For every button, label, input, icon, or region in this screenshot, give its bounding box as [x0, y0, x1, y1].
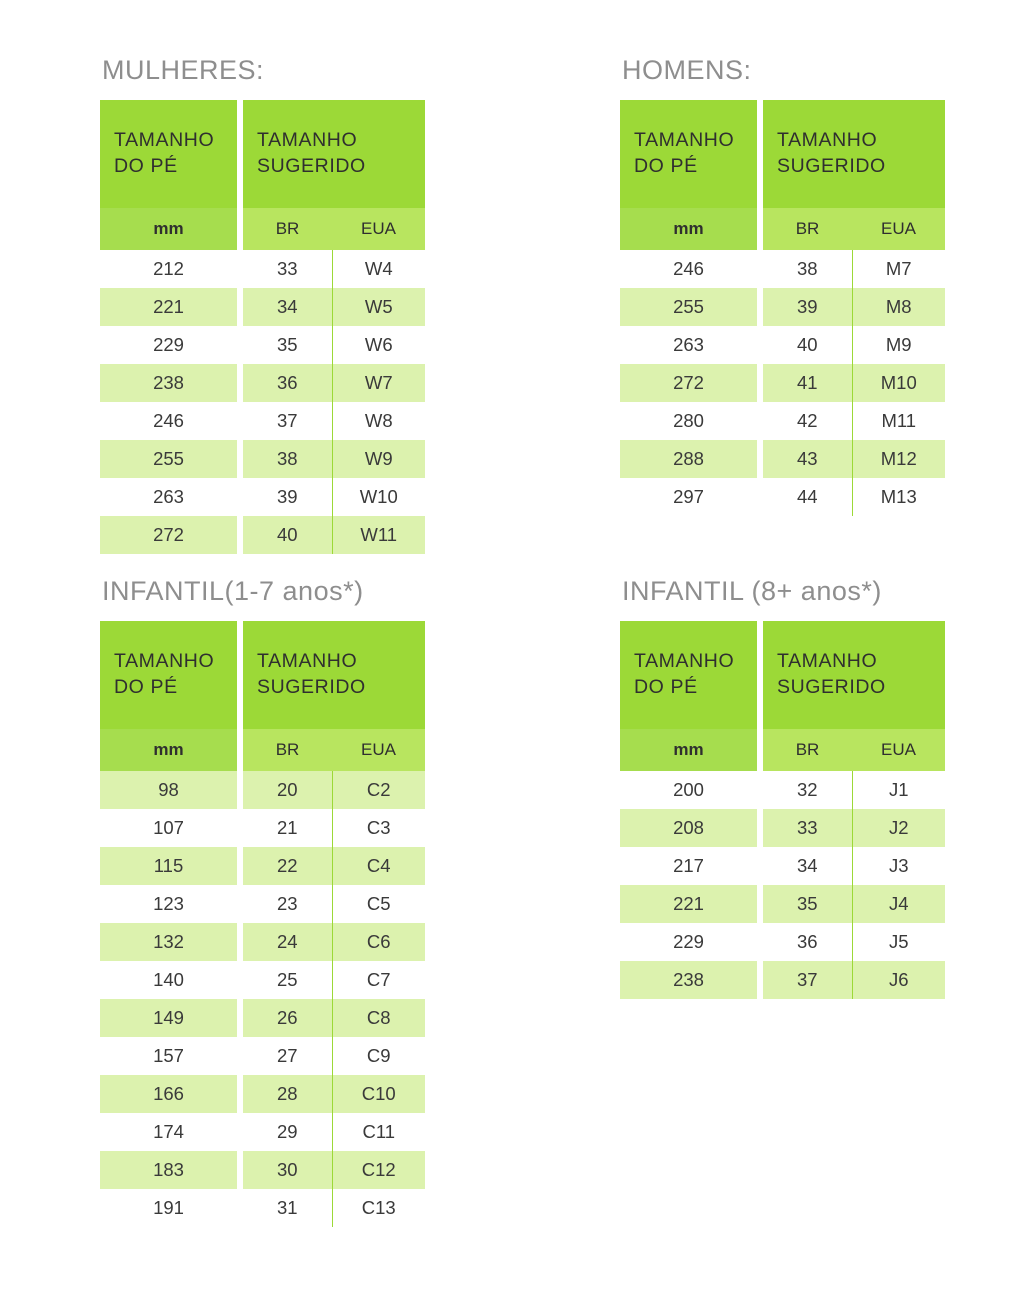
table-row [620, 961, 945, 999]
header-mm: mm [100, 729, 240, 771]
table-row [100, 402, 425, 440]
header-suggested-size: TAMANHO SUGERIDO [240, 621, 425, 729]
cell-mm: 238 [100, 364, 240, 402]
cell-mm: 115 [100, 847, 240, 885]
cell-br: 32 [760, 771, 852, 809]
cell-br: 37 [240, 402, 332, 440]
cell-br: 28 [240, 1075, 332, 1113]
cell-br: 34 [760, 847, 852, 885]
cell-mm: 157 [100, 1037, 240, 1075]
cell-br: 40 [760, 326, 852, 364]
cell-eua: W4 [332, 250, 425, 288]
table-row [620, 809, 945, 847]
table-header-sub [620, 208, 945, 250]
cell-br: 34 [240, 288, 332, 326]
cell-eua: C7 [332, 961, 425, 999]
cell-mm: 255 [620, 288, 760, 326]
cell-mm: 263 [620, 326, 760, 364]
cell-eua: M8 [852, 288, 945, 326]
cell-eua: W6 [332, 326, 425, 364]
table-row [620, 288, 945, 326]
cell-eua: C9 [332, 1037, 425, 1075]
cell-mm: 132 [100, 923, 240, 961]
cell-br: 30 [240, 1151, 332, 1189]
table-body-mulheres [100, 250, 425, 554]
cell-eua: M7 [852, 250, 945, 288]
header-suggested-size: TAMANHO SUGERIDO [240, 100, 425, 208]
cell-mm: 288 [620, 440, 760, 478]
table-header-main [620, 100, 945, 208]
cell-eua: M13 [852, 478, 945, 516]
cell-br: 23 [240, 885, 332, 923]
block-title-mulheres: MULHERES: [102, 55, 265, 85]
cell-mm: 191 [100, 1189, 240, 1227]
cell-eua: C8 [332, 999, 425, 1037]
header-eua: EUA [852, 208, 945, 250]
table-row [100, 923, 425, 961]
header-foot-size: TAMANHO DO PÉ [620, 621, 760, 729]
cell-eua: C13 [332, 1189, 425, 1227]
header-mm: mm [620, 208, 760, 250]
header-br: BR [240, 208, 332, 250]
cell-br: 25 [240, 961, 332, 999]
cell-eua: J1 [852, 771, 945, 809]
cell-mm: 140 [100, 961, 240, 999]
cell-mm: 246 [100, 402, 240, 440]
header-suggested-size: TAMANHO SUGERIDO [760, 100, 945, 208]
size-table-block-homens [620, 55, 967, 554]
table-row [100, 1189, 425, 1227]
table-row [100, 809, 425, 847]
table-row [100, 961, 425, 999]
table-row [100, 771, 425, 809]
cell-eua: J5 [852, 923, 945, 961]
cell-eua: C3 [332, 809, 425, 847]
cell-mm: 272 [100, 516, 240, 554]
table-header-main [620, 621, 945, 729]
header-mm: mm [620, 729, 760, 771]
cell-eua: J4 [852, 885, 945, 923]
cell-eua: J6 [852, 961, 945, 999]
table-body-infantil-8-mais [620, 771, 945, 999]
size-tables-grid [100, 55, 967, 1227]
header-eua: EUA [852, 729, 945, 771]
cell-eua: C10 [332, 1075, 425, 1113]
cell-br: 35 [760, 885, 852, 923]
cell-mm: 183 [100, 1151, 240, 1189]
cell-mm: 246 [620, 250, 760, 288]
cell-br: 42 [760, 402, 852, 440]
cell-br: 44 [760, 478, 852, 516]
table-row [100, 1075, 425, 1113]
header-br: BR [760, 729, 852, 771]
table-row [620, 885, 945, 923]
cell-mm: 212 [100, 250, 240, 288]
cell-eua: C6 [332, 923, 425, 961]
cell-br: 31 [240, 1189, 332, 1227]
table-row [620, 923, 945, 961]
cell-mm: 255 [100, 440, 240, 478]
cell-br: 33 [240, 250, 332, 288]
cell-br: 39 [240, 478, 332, 516]
cell-eua: J3 [852, 847, 945, 885]
table-row [100, 1037, 425, 1075]
cell-br: 33 [760, 809, 852, 847]
table-row [100, 326, 425, 364]
cell-mm: 297 [620, 478, 760, 516]
cell-eua: C5 [332, 885, 425, 923]
size-table-block-mulheres [100, 55, 620, 554]
size-table-mulheres [100, 100, 425, 554]
header-mm: mm [100, 208, 240, 250]
cell-eua: C12 [332, 1151, 425, 1189]
table-row [100, 440, 425, 478]
table-header-main [100, 621, 425, 729]
cell-mm: 221 [100, 288, 240, 326]
cell-br: 39 [760, 288, 852, 326]
cell-mm: 229 [620, 923, 760, 961]
table-row [620, 402, 945, 440]
cell-br: 35 [240, 326, 332, 364]
cell-mm: 229 [100, 326, 240, 364]
cell-mm: 221 [620, 885, 760, 923]
cell-mm: 123 [100, 885, 240, 923]
cell-br: 37 [760, 961, 852, 999]
header-eua: EUA [332, 729, 425, 771]
header-br: BR [240, 729, 332, 771]
table-row [620, 478, 945, 516]
table-row [100, 999, 425, 1037]
cell-eua: W8 [332, 402, 425, 440]
size-table-block-infantil-1-7 [100, 576, 620, 1227]
cell-eua: M9 [852, 326, 945, 364]
cell-mm: 280 [620, 402, 760, 440]
cell-mm: 200 [620, 771, 760, 809]
cell-br: 38 [240, 440, 332, 478]
size-table-homens [620, 100, 945, 516]
cell-mm: 238 [620, 961, 760, 999]
cell-br: 43 [760, 440, 852, 478]
block-title-infantil-8-mais: INFANTIL (8+ anos*) [622, 576, 882, 606]
size-table-infantil-1-7 [100, 621, 425, 1227]
size-table-infantil-8-mais [620, 621, 945, 999]
header-suggested-size: TAMANHO SUGERIDO [760, 621, 945, 729]
cell-mm: 98 [100, 771, 240, 809]
table-header-main [100, 100, 425, 208]
table-row [620, 364, 945, 402]
block-title-homens: HOMENS: [622, 55, 752, 85]
cell-eua: M11 [852, 402, 945, 440]
table-row [100, 364, 425, 402]
cell-br: 36 [760, 923, 852, 961]
size-table-block-infantil-8-mais [620, 576, 967, 1227]
cell-mm: 174 [100, 1113, 240, 1151]
table-row [620, 326, 945, 364]
cell-br: 41 [760, 364, 852, 402]
cell-eua: C2 [332, 771, 425, 809]
cell-mm: 166 [100, 1075, 240, 1113]
cell-br: 38 [760, 250, 852, 288]
cell-eua: C11 [332, 1113, 425, 1151]
table-row [620, 250, 945, 288]
cell-br: 22 [240, 847, 332, 885]
cell-eua: C4 [332, 847, 425, 885]
cell-eua: J2 [852, 809, 945, 847]
table-row [100, 478, 425, 516]
table-row [100, 250, 425, 288]
cell-br: 21 [240, 809, 332, 847]
cell-br: 36 [240, 364, 332, 402]
cell-br: 26 [240, 999, 332, 1037]
cell-br: 20 [240, 771, 332, 809]
table-row [100, 516, 425, 554]
table-body-infantil-1-7 [100, 771, 425, 1227]
cell-eua: W11 [332, 516, 425, 554]
cell-br: 40 [240, 516, 332, 554]
table-row [620, 847, 945, 885]
header-foot-size: TAMANHO DO PÉ [100, 621, 240, 729]
table-header-sub [100, 208, 425, 250]
cell-mm: 217 [620, 847, 760, 885]
cell-br: 27 [240, 1037, 332, 1075]
table-body-homens [620, 250, 945, 516]
table-row [100, 885, 425, 923]
cell-eua: W9 [332, 440, 425, 478]
table-row [100, 1113, 425, 1151]
table-row [100, 1151, 425, 1189]
cell-eua: M12 [852, 440, 945, 478]
cell-eua: W7 [332, 364, 425, 402]
cell-mm: 107 [100, 809, 240, 847]
table-row [620, 440, 945, 478]
table-header-sub [620, 729, 945, 771]
table-row [620, 771, 945, 809]
header-eua: EUA [332, 208, 425, 250]
cell-br: 29 [240, 1113, 332, 1151]
block-title-infantil-1-7: INFANTIL(1-7 anos*) [102, 576, 364, 606]
header-br: BR [760, 208, 852, 250]
header-foot-size: TAMANHO DO PÉ [100, 100, 240, 208]
table-row [100, 288, 425, 326]
cell-eua: W5 [332, 288, 425, 326]
table-row [100, 847, 425, 885]
table-header-sub [100, 729, 425, 771]
cell-mm: 208 [620, 809, 760, 847]
cell-eua: M10 [852, 364, 945, 402]
cell-eua: W10 [332, 478, 425, 516]
cell-br: 24 [240, 923, 332, 961]
cell-mm: 263 [100, 478, 240, 516]
cell-mm: 149 [100, 999, 240, 1037]
header-foot-size: TAMANHO DO PÉ [620, 100, 760, 208]
cell-mm: 272 [620, 364, 760, 402]
